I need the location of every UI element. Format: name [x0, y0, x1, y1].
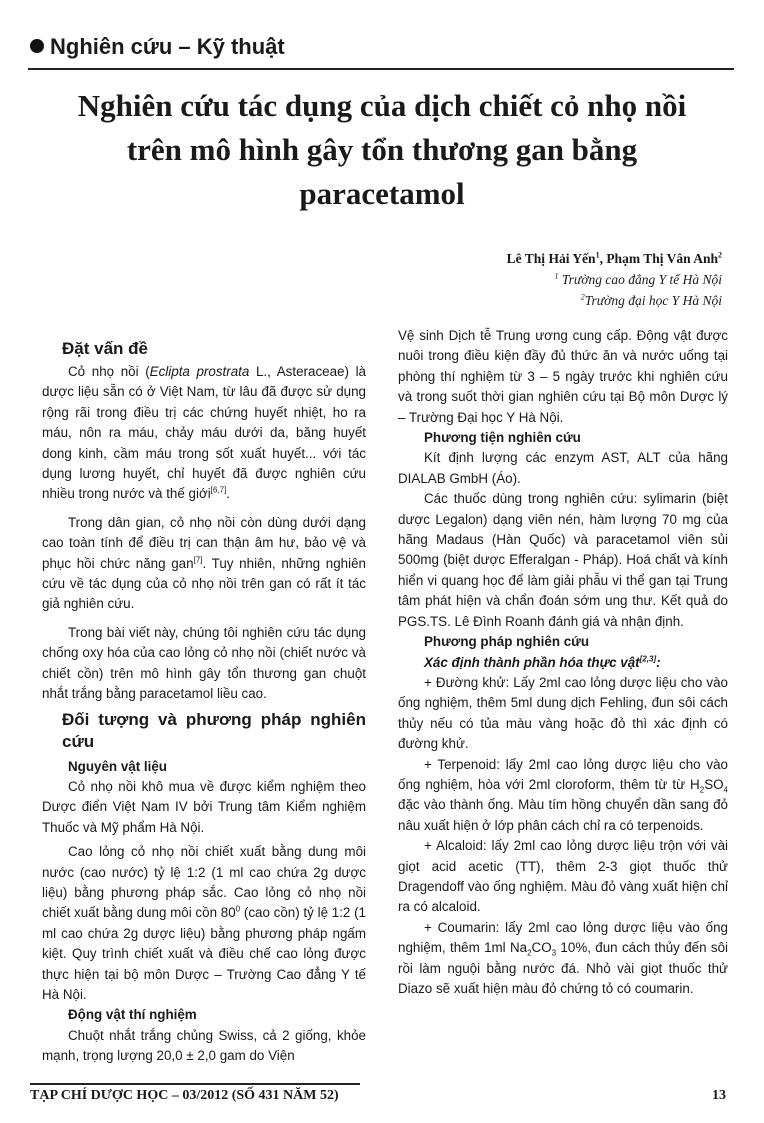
authors-block [507, 248, 722, 311]
heading-materials: Nguyên vật liệu [68, 758, 167, 774]
section-tag [30, 34, 285, 60]
paragraph: Các thuốc dùng trong nghiên cứu: sylimarin (biệt dược Legalon) dạng viên nén, hàm lượng 70 mg của hãng Madaus (Hàn Quốc) và paracetamol viên sủi 500mg (biệt dược Efferalgan - Pháp). Hoá chất và kính hiển vi quang học để làm giải phẫu vi thể gan tại Trung tâm phát hiện và chẩn đoán sớm ung thư. Kết quả do PGS.TS. Lê Đình Roanh đánh giá và nhận định. [398, 491, 728, 629]
subscript: 2 [527, 948, 532, 958]
paragraph [42, 513, 366, 615]
paragraph: + Đường khử: Lấy 2ml cao lỏng dược liệu cho vào ống nghiệm, thêm 5ml dung dịch Fehling, đun sôi cách thủy nếu có tủa màu vàng hoặc đỏ thì xác định có đường khử. [398, 674, 728, 752]
author-2-mark: 2 [718, 250, 722, 260]
paragraph [398, 918, 728, 1000]
heading-intro: Đặt vấn đề [62, 339, 148, 358]
text: Xác định thành phần hóa thực vật [424, 654, 640, 670]
left-column [42, 338, 366, 1067]
aff-2-text: Trường đại học Y Hà Nội [584, 293, 722, 308]
right-column [398, 326, 728, 999]
aff-1-text: Trường cao đẳng Y tế Hà Nội [558, 272, 722, 287]
text: . Tuy nhiên, những nghiên cứu về tác dụng của cỏ nhọ nồi trên gan có rất ít tác giả nghiên cứu. [42, 555, 366, 612]
paragraph: Cỏ nhọ nồi khô mua về được kiểm nghiệm theo Dược điển Việt Nam IV bởi Trung tâm Kiểm nghiệm Thuốc và Mỹ phẩm Hà Nội. [42, 778, 366, 835]
text: Cỏ nhọ nồi ( [68, 364, 150, 379]
citation: [6,7] [210, 485, 227, 495]
author-names [507, 248, 722, 269]
text: + Coumarin: lấy 2ml cao lỏng dược liệu vào ống nghiệm, thêm 1ml Na [398, 919, 728, 956]
author-1-mark: 1 [595, 250, 600, 260]
text: + Terpenoid: lấy 2ml cao lỏng dược liệu cho vào ống nghiệm, hòa với 2ml cloroform, thêm từ từ H [398, 756, 728, 792]
heading-phytochemistry [424, 653, 728, 673]
text: Cao lỏng cỏ nhọ nồi chiết xuất bằng dung môi nước (cao nước) tỷ lệ 1:2 (1 ml cao chứa 2g dược liệu) bằng phương pháp sắc. Cao lỏng cỏ nhọ nồi chiết xuất bằng dung môi cồn 80 [42, 844, 366, 921]
author-1: Lê Thị Hải Yến [506, 251, 596, 266]
journal-footer: TẠP CHÍ DƯỢC HỌC – 03/2012 (SỐ 431 NĂM 52) [30, 1088, 339, 1103]
heading-equipment: Phương tiện nghiên cứu [424, 430, 581, 446]
subscript: 4 [723, 785, 728, 795]
text: : [656, 654, 661, 670]
subscript: 3 [551, 948, 557, 958]
text: CO [531, 940, 552, 956]
text: đặc vào thành ống. Màu tím hồng chuyển dần sang đỏ nâu xuất hiện ở lớp phân cách chỉ ra có terpenoids. [398, 797, 728, 833]
text: (cao cồn) tỷ lệ 1:2 (1 ml cao chứa 2g dược liệu) bằng phương pháp ngấm kiệt. Quy trình chiết xuất và điều chế cao lỏng được thực hiện tại bộ môn Dược – Trường Cao đẳng Y tế Hà Nội. [42, 905, 367, 1002]
paragraph [42, 362, 366, 505]
author-2: Phạm Thị Vân Anh [606, 251, 718, 266]
text: . [226, 486, 231, 502]
species-name: Eclipta prostrata [149, 364, 250, 379]
paragraph [398, 755, 728, 837]
heading-method: Phương pháp nghiên cứu [424, 634, 590, 650]
section-label: Nghiên cứu – Kỹ thuật [50, 34, 285, 59]
article-title: Nghiên cứu tác dụng của dịch chiết cỏ nhọ nồi trên mô hình gây tổn thương gan bằng paracetamol [77, 88, 687, 211]
citation: [2,3] [639, 654, 657, 664]
citation: [7] [193, 555, 203, 565]
paragraph [42, 842, 366, 1005]
text: L., Asteraceae) là dược liệu sẵn có ở Việt Nam, từ lâu đã được sử dụng rộng rãi trong điều trị các chứng huyết nhiệt, ho ra máu, nôn ra máu, chảy máu dưới da, băng huyết dong kinh, cầm máu trong sốt xuất huyết... với tác dụng lương huyết, chỉ huyết đã được nghiên cứu nhiều trong nước và thế giới [42, 364, 366, 502]
affiliation-1 [507, 269, 722, 290]
affiliation-2 [507, 290, 722, 311]
footer-divider [30, 1083, 360, 1085]
text: 10%, đun cách thủy đến sôi rồi làm nguội bằng nước đá. Nhỏ vài giọt thuốc thử Diazo sẽ xuất hiện màu đỏ chứng tỏ có coumarin. [398, 940, 728, 996]
paragraph: Trong bài viết này, chúng tôi nghiên cứu tác dụng chống oxy hóa của cao lỏng cỏ nhọ nồi (chiết nước và chiết cồn) trên mô hình gây tổn thương gan chuột nhắt trắng bằng paracetamol liều cao. [42, 624, 366, 702]
heading-methods: Đối tượng và phương pháp nghiên cứu [62, 709, 366, 751]
text: SO [704, 776, 724, 792]
paragraph: Chuột nhắt trắng chủng Swiss, cả 2 giống, khỏe mạnh, trọng lượng 20,0 ± 2,0 gam do Viện [42, 1027, 366, 1064]
author-sep: , [599, 251, 607, 266]
paragraph: Kít định lượng các enzym AST, ALT của hãng DIALAB GmbH (Áo). [398, 450, 728, 486]
text: Trong dân gian, cỏ nhọ nồi còn dùng dưới dạng cao toàn tính để điều trị can thận âm hư, bảo vệ và phục hồi chức năng gan [42, 514, 366, 571]
bullet-icon [30, 39, 44, 53]
degree: 0 [235, 904, 241, 914]
paragraph: + Alcaloid: lấy 2ml cao lỏng dược liệu trộn với vài giọt acid acetic (TT), thêm 2-3 giọt thuốc thử Dragendoff vào ống nghiệm. Màu đỏ vàng xuất hiện chỉ ra có alcaloid. [398, 838, 728, 915]
subscript: 2 [699, 785, 705, 795]
heading-animals: Động vật thí nghiệm [68, 1007, 197, 1023]
header-divider [28, 68, 734, 70]
aff-1-mark: 1 [554, 271, 559, 281]
page-number: 13 [712, 1088, 726, 1103]
aff-2-mark: 2 [580, 292, 585, 302]
paragraph: Vệ sinh Dịch tễ Trung ương cung cấp. Động vật được nuôi trong điều kiện đầy đủ thức ăn và nước uống tại phòng thí nghiệm từ 3 – 5 ngày trước khi nghiên cứu và trong suốt thời gian nghiên cứu tại Bộ môn Dược lý – Trường Đại học Y Hà Nội. [398, 328, 728, 425]
